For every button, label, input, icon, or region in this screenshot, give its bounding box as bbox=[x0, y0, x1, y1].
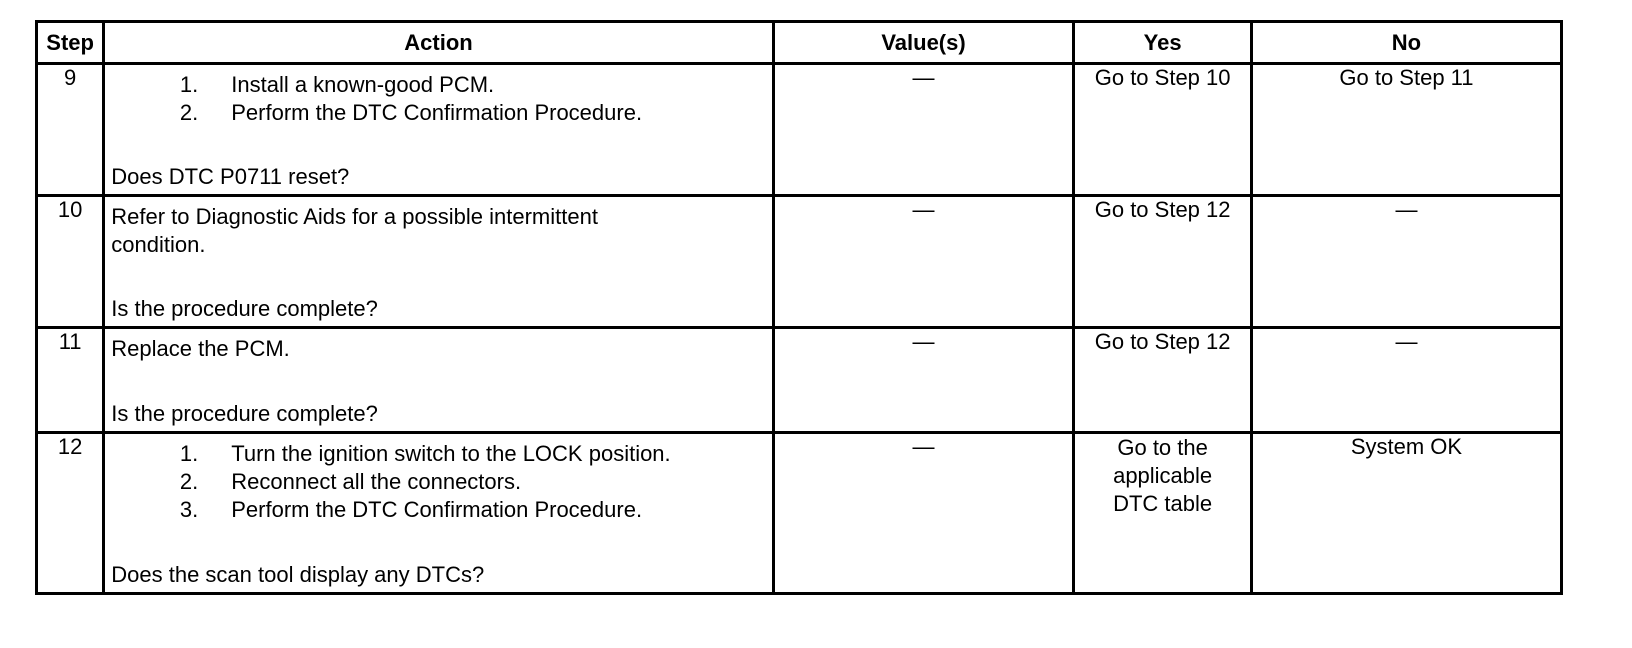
action-intro: Refer to Diagnostic Aids for a possible intermittent condition. bbox=[111, 204, 598, 257]
header-no: No bbox=[1251, 22, 1561, 64]
yes-cell: Go to the applicable DTC table bbox=[1074, 433, 1252, 594]
action-intro: Replace the PCM. bbox=[111, 336, 290, 361]
list-item: 2. Perform the DTC Confirmation Procedure. bbox=[179, 100, 643, 125]
list-item: 3. Perform the DTC Confirmation Procedure. bbox=[179, 497, 643, 522]
no-cell: — bbox=[1251, 196, 1561, 328]
no-cell: System OK bbox=[1251, 433, 1561, 594]
step-number: 12 bbox=[37, 433, 104, 594]
action-cell bbox=[104, 328, 773, 433]
value-cell: — bbox=[773, 328, 1074, 433]
value-cell: — bbox=[773, 433, 1074, 594]
action-cell bbox=[104, 433, 773, 594]
header-row bbox=[37, 22, 1562, 64]
step-number: 9 bbox=[37, 64, 104, 196]
action-question: Is the procedure complete? bbox=[111, 401, 378, 426]
value-cell: — bbox=[773, 196, 1074, 328]
procedure-list bbox=[105, 65, 771, 127]
no-cell: Go to Step 11 bbox=[1251, 64, 1561, 196]
no-cell: — bbox=[1251, 328, 1561, 433]
yes-cell: Go to Step 10 bbox=[1074, 64, 1252, 196]
value-cell: — bbox=[773, 64, 1074, 196]
action-cell bbox=[104, 64, 773, 196]
diagnostic-table bbox=[35, 20, 1563, 595]
action-cell bbox=[104, 196, 773, 328]
step-number: 10 bbox=[37, 196, 104, 328]
action-question: Does DTC P0711 reset? bbox=[111, 164, 350, 189]
table-row bbox=[37, 196, 1562, 328]
header-action: Action bbox=[104, 22, 773, 64]
yes-cell: Go to Step 12 bbox=[1074, 196, 1252, 328]
table-row bbox=[37, 433, 1562, 594]
action-question: Is the procedure complete? bbox=[111, 296, 378, 321]
list-item: 2. Reconnect all the connectors. bbox=[179, 469, 522, 494]
header-values: Value(s) bbox=[773, 22, 1074, 64]
yes-cell: Go to Step 12 bbox=[1074, 328, 1252, 433]
table-row bbox=[37, 64, 1562, 196]
header-yes: Yes bbox=[1074, 22, 1252, 64]
step-number: 11 bbox=[37, 328, 104, 433]
list-item: 1. Turn the ignition switch to the LOCK position. bbox=[179, 441, 671, 466]
list-item: 1. Install a known-good PCM. bbox=[179, 72, 495, 97]
header-step: Step bbox=[37, 22, 104, 64]
procedure-list bbox=[105, 434, 771, 524]
action-question: Does the scan tool display any DTCs? bbox=[111, 562, 485, 587]
table-row bbox=[37, 328, 1562, 433]
